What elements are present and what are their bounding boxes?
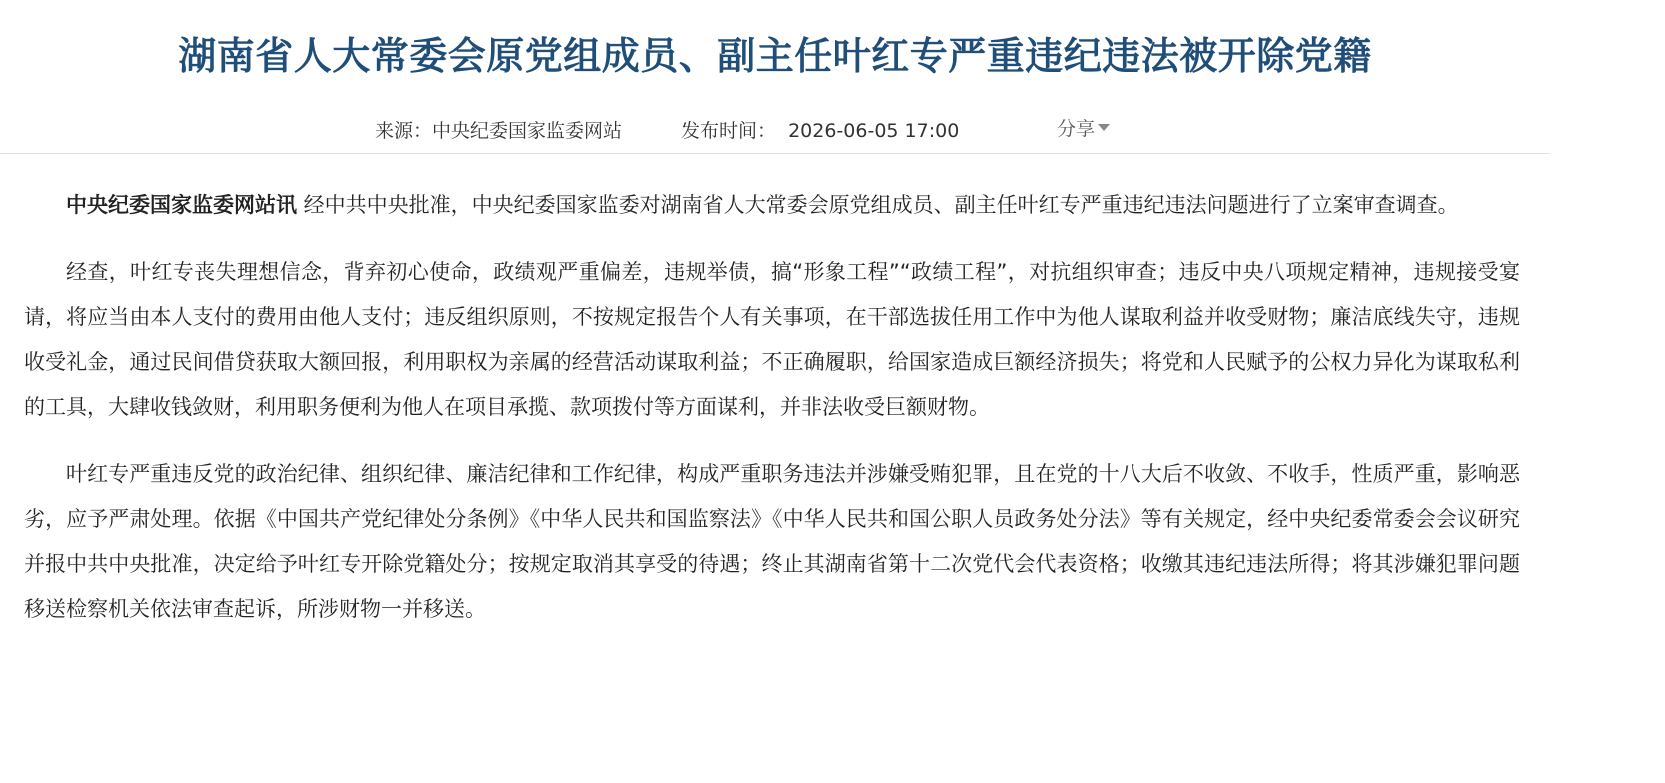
source-label: 来源：中央纪委国家监委网站 <box>375 120 623 142</box>
lead-text: 中央纪委国家监委网站讯 <box>66 193 297 217</box>
header-divider <box>0 153 1550 154</box>
article-title: 湖南省人大常委会原党组成员、副主任叶红专严重违纪违法被开除党籍 <box>178 34 1372 78</box>
paragraph-2: 经查，叶红专丧失理想信念，背弃初心使命，政绩观严重偏差，违规举债，搞“形象工程”“政绩工程”，对抗组织审查；违反中央八项规定精神，违规接受宴请，将应当由本人支付的费用由他人支付；违反组织原则，不按规定报告个人有关事项，在干部选拔任用工作中为他人谋取利益并收受财物；廉洁底线失守，违规收受礼金，通过民间借贷获取大额回报，利用职权为亲属的经营活动谋取利益；不正确履职，给国家造成巨额经济损失；将党和人民赋予的公权力异化为谋取私利的工具，大肆收钱敛财，利用职务便利为他人在项目承揽、款项拨付等方面谋利，并非法收受巨额财物。 <box>24 260 1520 419</box>
share-label: 分享 <box>1057 118 1096 140</box>
paragraph-1 <box>24 183 1520 228</box>
share-button[interactable] <box>1057 114 1110 141</box>
article-meta <box>0 112 1550 144</box>
caret-down-icon <box>1098 124 1110 131</box>
article-body <box>24 183 1520 654</box>
paragraph-3: 叶红专严重违反党的政治纪律、组织纪律、廉洁纪律和工作纪律，构成严重职务违法并涉嫌受贿犯罪，且在党的十八大后不收敛、不收手，性质严重，影响恶劣，应予严肃处理。依据《中国共产党纪律处分条例》《中华人民共和国监察法》《中华人民共和国公职人员政务处分法》等有关规定，经中央纪委常委会会议研究并报中共中央批准，决定给予叶红专开除党籍处分；按规定取消其享受的待遇；终止其湖南省第十二次党代会代表资格；收缴其违纪违法所得；将其涉嫌犯罪问题移送检察机关依法审查起诉，所涉财物一并移送。 <box>24 462 1520 621</box>
publish-time-label: 发布时间： 2026-06-05 17:00 <box>681 120 960 142</box>
paragraph-1-text: 经中共中央批准，中央纪委国家监委对湖南省人大常委会原党组成员、副主任叶红专严重违纪违法问题进行了立案审查调查。 <box>297 193 1459 217</box>
